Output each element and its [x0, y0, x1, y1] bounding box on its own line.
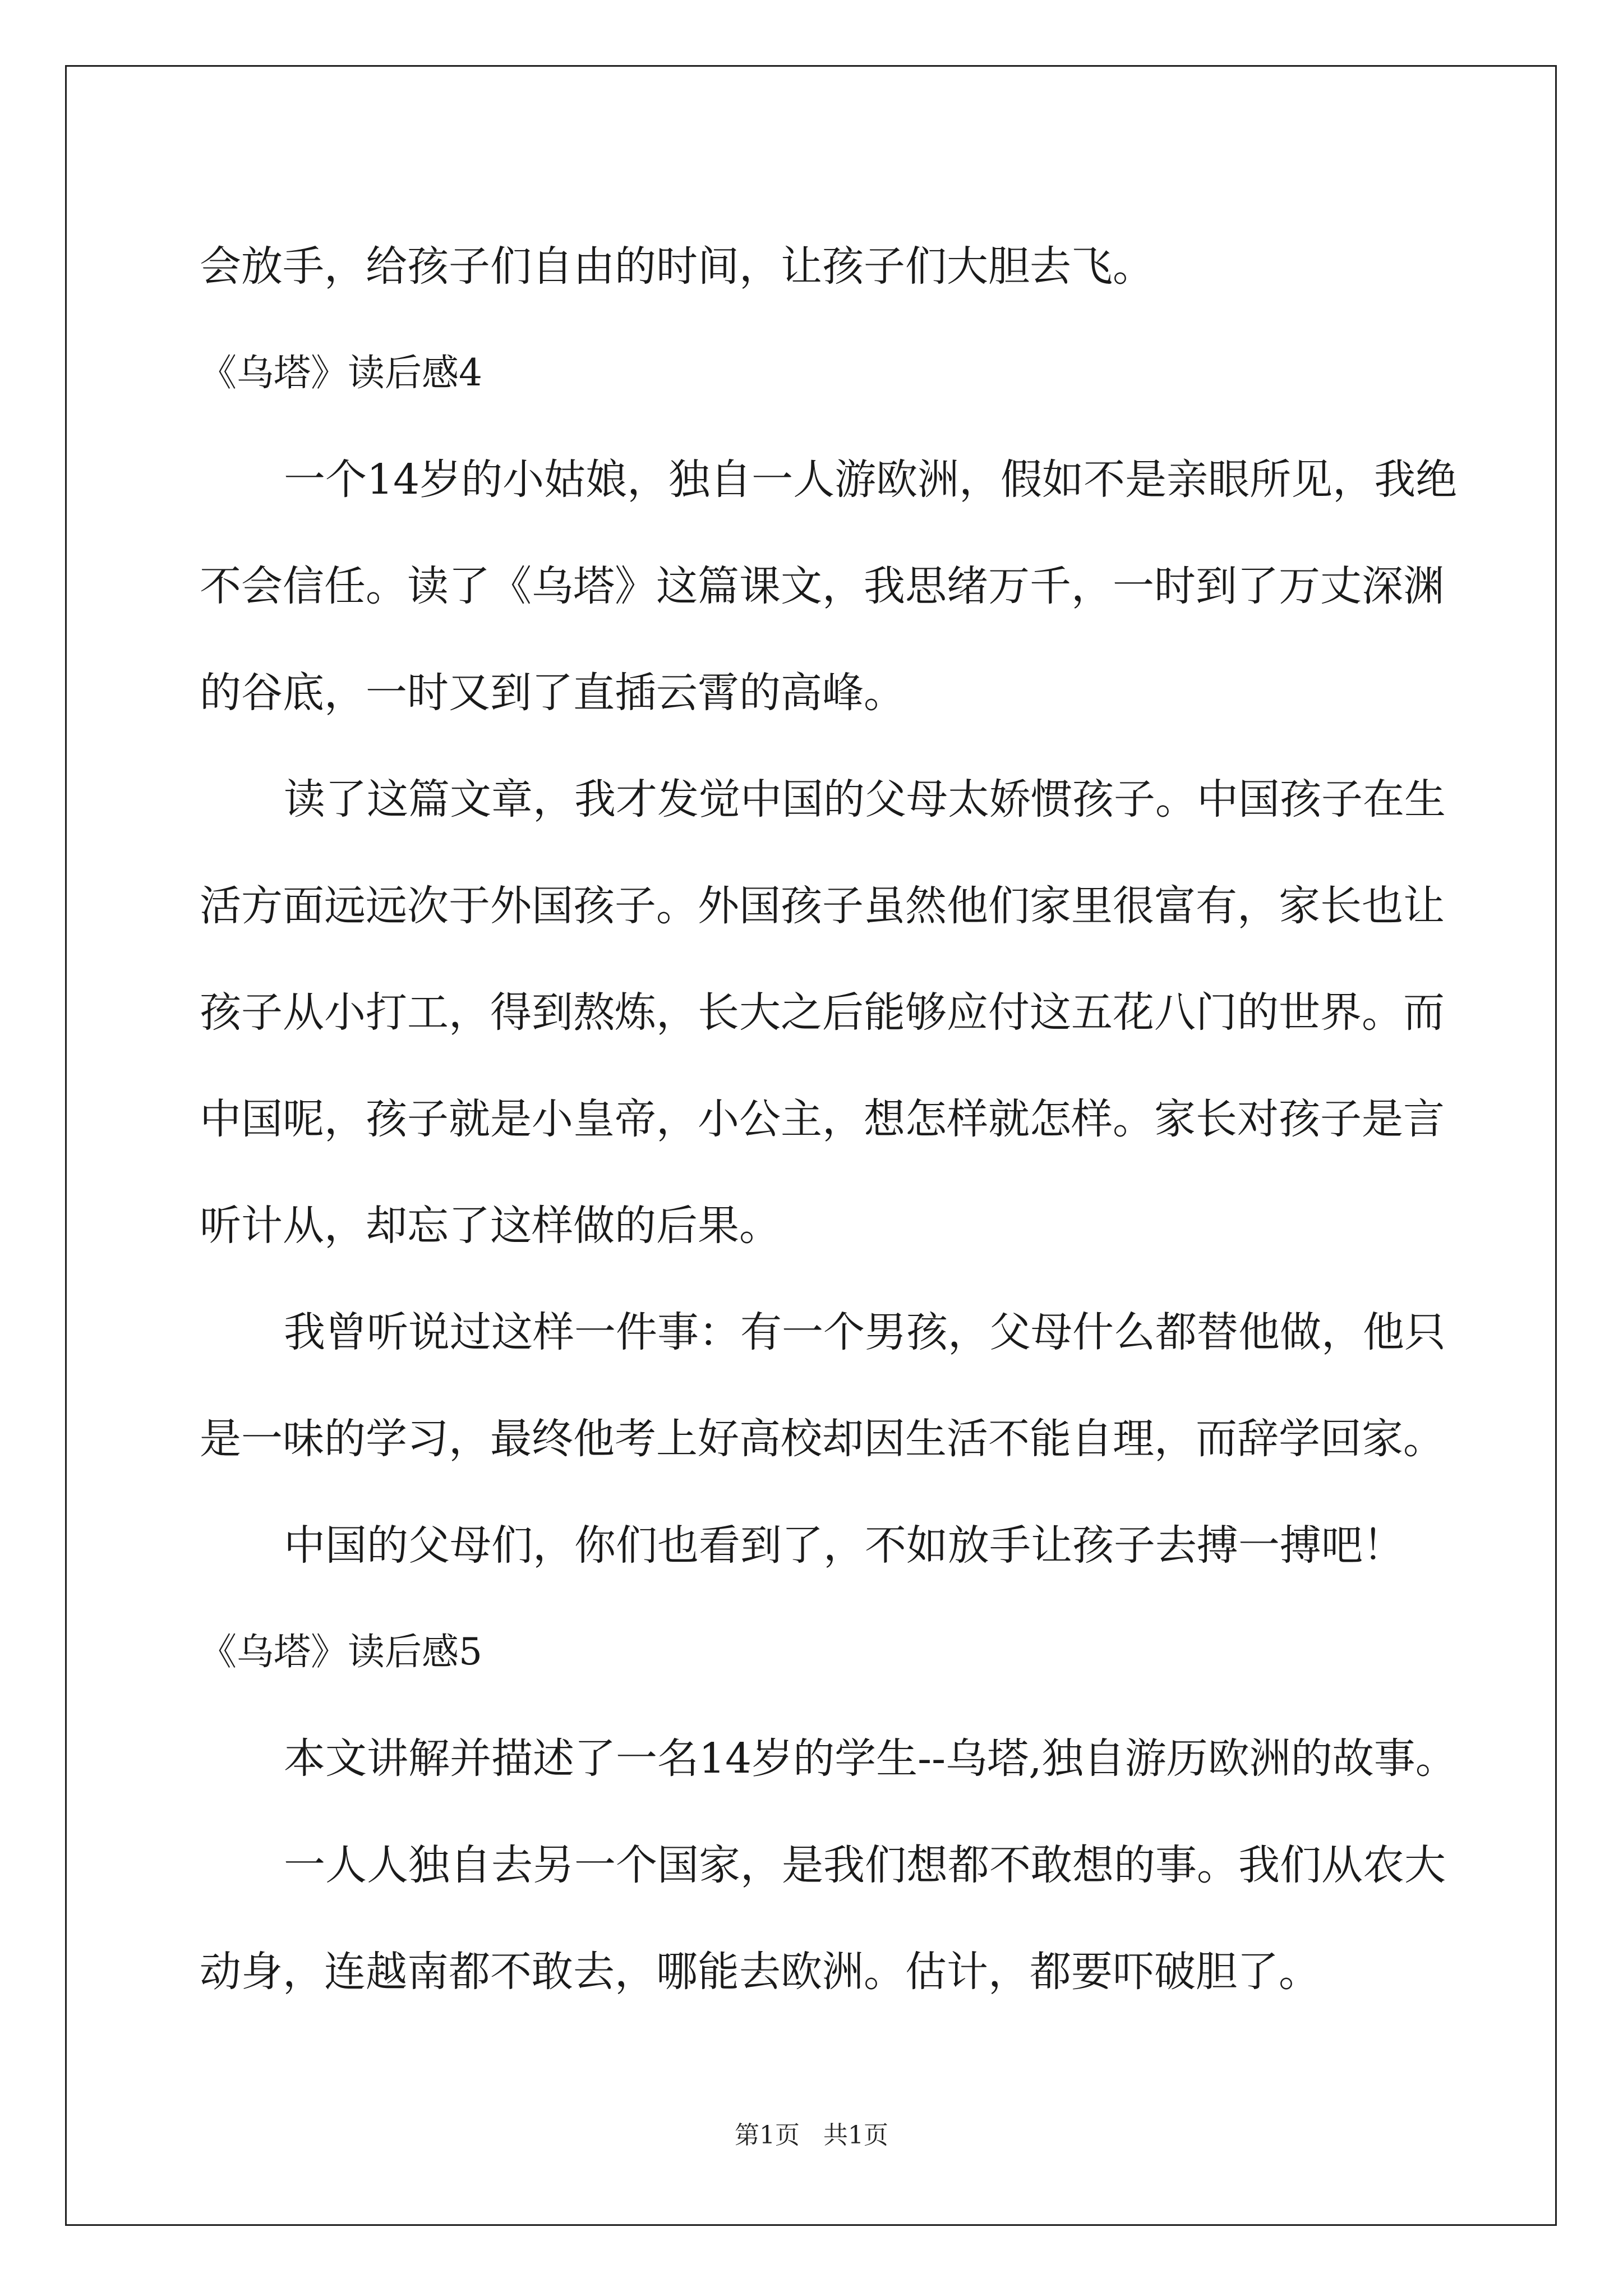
text-line: 动身，连越南都不敢去，哪能去欧洲。估计，都要吓破胆了。: [200, 1948, 1320, 1996]
page-footer: [0, 2115, 1623, 2151]
text-line: 一人人独自去另一个国家，是我们想都不敢想的事。我们从农大: [284, 1841, 1446, 1889]
text-line: 一个14岁的小姑娘，独自一人游欧洲，假如不是亲眼所见，我绝: [284, 455, 1458, 504]
text-line: 本文讲解并描述了一名14岁的学生--乌塔,独自游历欧洲的故事。: [284, 1734, 1457, 1783]
text-line: 的谷底，一时又到了直插云霄的高峰。: [200, 669, 905, 717]
section-heading: 《乌塔》读后感5: [200, 1630, 482, 1673]
section-heading: 《乌塔》读后感4: [200, 351, 482, 394]
text-line: 我曾听说过这样一件事：有一个男孩，父母什么都替他做，他只: [284, 1308, 1446, 1356]
text-line: 读了这篇文章，我才发觉中国的父母太娇惯孩子。中国孩子在生: [284, 775, 1446, 823]
text-line: 中国的父母们，你们也看到了，不如放手让孩子去搏一搏吧！: [284, 1521, 1404, 1570]
text-line: 会放手，给孩子们自由的时间，让孩子们大胆去飞。: [200, 242, 1154, 291]
text-line: 中国呢，孩子就是小皇帝，小公主，想怎样就怎样。家长对孩子是言: [200, 1095, 1445, 1143]
page-number-current: 第1页: [735, 2121, 800, 2150]
text-line: 孩子从小打工，得到熬炼，长大之后能够应付这五花八门的世界。而: [200, 988, 1445, 1037]
text-line: 不会信任。读了《乌塔》这篇课文，我思绪万千，一时到了万丈深渊: [200, 562, 1445, 610]
text-line: 听计从，却忘了这样做的后果。: [200, 1202, 781, 1250]
page-number-total: 共1页: [823, 2121, 888, 2150]
text-line: 活方面远远次于外国孩子。外国孩子虽然他们家里很富有，家长也让: [200, 882, 1445, 930]
document-body: [200, 213, 1458, 2025]
text-line: 是一味的学习，最终他考上好高校却因生活不能自理，而辞学回家。: [200, 1415, 1445, 1463]
